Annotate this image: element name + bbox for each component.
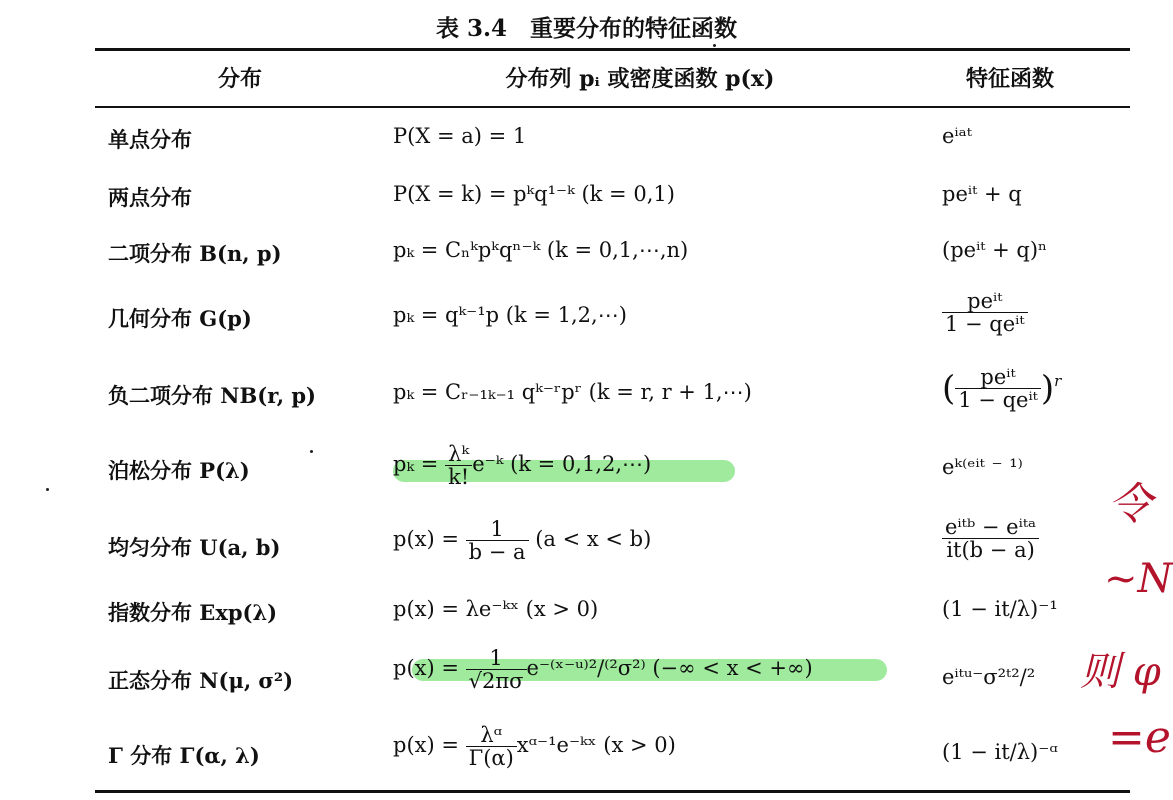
- row-cf: ( $\frac{\text{peⁱᵗ}}{\text{1 − qeⁱᵗ}}$ )$^r$: [942, 365, 1062, 413]
- row-name: 指数分布 Exp(λ): [108, 600, 278, 625]
- cf-fraction: [955, 366, 1041, 411]
- stray-dot: [46, 488, 49, 491]
- handwritten-note-line4: =e: [1108, 712, 1171, 763]
- row-law: [393, 724, 676, 769]
- table-title: 表 3.4 重要分布的特征函数: [435, 15, 738, 42]
- stray-dot: [713, 44, 716, 47]
- handwritten-note-line3: 则 φ: [1080, 649, 1161, 695]
- row-law: pₖ = qᵏ⁻¹p (k = 1,2,⋯): [393, 303, 627, 327]
- row-law: [393, 647, 813, 692]
- cf-exponent: r: [1054, 372, 1062, 391]
- row-cf: eⁱᵃᵗ: [942, 124, 972, 148]
- law-denominator: Γ(α): [468, 746, 514, 771]
- cf-denominator: 1 − qeⁱᵗ: [958, 388, 1038, 413]
- law-prefix: p(x) =: [393, 656, 466, 681]
- row-name: 正态分布 N(μ, σ²): [108, 668, 294, 693]
- row-law: pₖ = Cₙᵏpᵏqⁿ⁻ᵏ (k = 0,1,⋯,n): [393, 238, 689, 262]
- row-name: 两点分布: [108, 185, 192, 210]
- row-cf: peⁱᵗ + q: [942, 182, 1022, 206]
- law-fraction: [466, 724, 517, 769]
- law-prefix: pₖ =: [393, 452, 446, 477]
- row-cf: eᵏ⁽ᵉⁱᵗ ⁻ ¹⁾: [942, 455, 1023, 479]
- row-name: 均匀分布 U(a, b): [108, 535, 281, 560]
- top-rule: [95, 48, 1130, 51]
- law-prefix: p(x) =: [393, 733, 466, 758]
- stray-dot: [310, 450, 313, 453]
- row-law: P(X = a) = 1: [393, 124, 527, 148]
- cf-denominator: it(b − a): [946, 538, 1035, 563]
- law-suffix: e⁻ᵏ (k = 0,1,2,⋯): [472, 452, 652, 477]
- law-suffix: (a < x < b): [528, 527, 652, 552]
- cf-numerator: eⁱᵗᵇ − eⁱᵗᵃ: [942, 516, 1039, 539]
- law-fraction: [466, 647, 527, 692]
- row-name: 泊松分布 P(λ): [108, 458, 250, 483]
- header-law: 分布列 pᵢ 或密度函数 p(x): [505, 66, 775, 92]
- header-rule: [95, 106, 1130, 108]
- row-name: 负二项分布 NB(r, p): [108, 383, 316, 408]
- law-numerator: 1: [466, 518, 529, 541]
- cf-fraction: [942, 290, 1028, 335]
- row-name: 单点分布: [108, 127, 192, 152]
- row-law: [393, 443, 651, 488]
- row-cf: [942, 516, 1039, 561]
- law-numerator: λᵅ: [466, 724, 517, 747]
- row-law: [393, 518, 651, 563]
- law-numerator: λᵏ: [445, 443, 472, 466]
- row-name: 二项分布 B(n, p): [108, 241, 282, 266]
- row-law: P(X = k) = pᵏq¹⁻ᵏ (k = 0,1): [393, 182, 675, 206]
- row-cf: [942, 290, 1028, 335]
- handwritten-note-line2: ~N: [1104, 556, 1173, 602]
- law-denominator: k!: [448, 465, 470, 490]
- law-fraction: [445, 443, 472, 488]
- row-name: 几何分布 G(p): [108, 306, 252, 331]
- law-suffix: xᵅ⁻¹e⁻ᵏˣ (x > 0): [516, 733, 676, 758]
- bottom-rule: [95, 790, 1130, 793]
- cf-fraction: [942, 516, 1039, 561]
- law-numerator: 1: [466, 647, 527, 670]
- row-cf: eⁱᵗᵘ⁻σ²ᵗ²/²: [942, 665, 1036, 689]
- row-cf: (peⁱᵗ + q)ⁿ: [942, 238, 1048, 262]
- law-suffix: e⁻⁽ˣ⁻ᵘ⁾²/⁽²σ²⁾ (−∞ < x < +∞): [526, 656, 813, 681]
- cf-numerator: peⁱᵗ: [955, 366, 1041, 389]
- row-law: p(x) = λe⁻ᵏˣ (x > 0): [393, 597, 599, 621]
- row-name: Γ 分布 Γ(α, λ): [108, 743, 260, 768]
- header-cf: 特征函数: [965, 66, 1054, 92]
- law-denominator: b − a: [468, 540, 526, 565]
- header-distribution: 分布: [217, 66, 262, 92]
- cf-denominator: 1 − qeⁱᵗ: [945, 312, 1025, 337]
- row-cf: (1 − it/λ)⁻¹: [942, 597, 1058, 621]
- handwritten-note-line1: 令: [1108, 479, 1152, 530]
- law-fraction: [466, 518, 529, 563]
- law-denominator: √2πσ: [468, 669, 524, 694]
- cf-numerator: peⁱᵗ: [942, 290, 1028, 313]
- law-prefix: p(x) =: [393, 527, 466, 552]
- row-cf: (1 − it/λ)⁻ᵅ: [942, 740, 1058, 764]
- row-law: pₖ = Cᵣ₋₁ₖ₋₁ qᵏ⁻ʳpʳ (k = r, r + 1,⋯): [393, 380, 752, 404]
